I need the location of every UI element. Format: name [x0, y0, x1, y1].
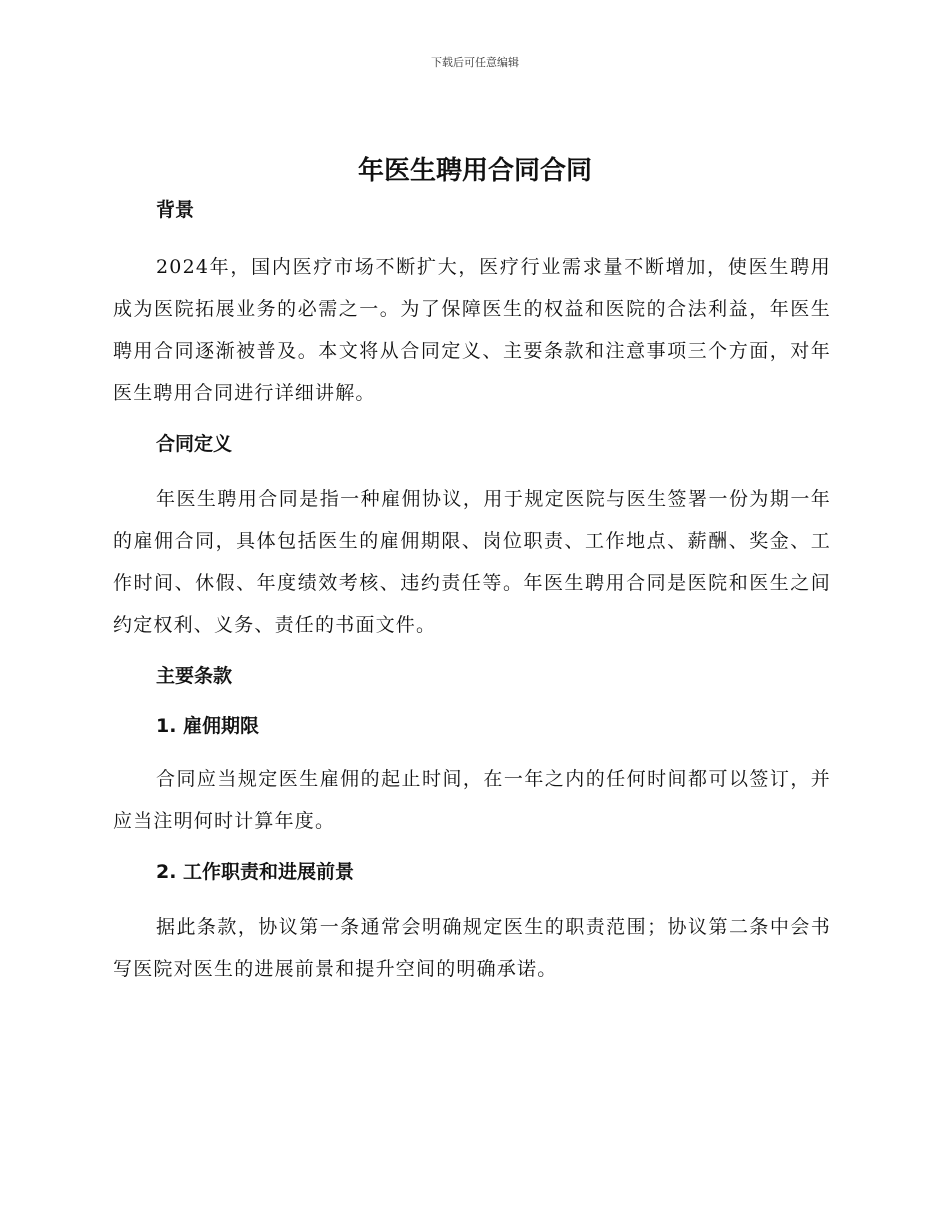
document-body [113, 196, 831, 990]
heading-background: 背景 [156, 199, 195, 221]
heading-main-terms: 主要条款 [156, 665, 233, 687]
header-note: 下载后可任意编辑 [431, 56, 519, 69]
paragraph-term-employment-period: 合同应当规定医生雇佣的起止时间，在一年之内的任何时间都可以签订，并应当注明何时计算年度。 [113, 768, 831, 832]
heading-term-duties-prospects: 2. 工作职责和进展前景 [156, 861, 355, 883]
document-title: 年医生聘用合同合同 [357, 156, 592, 186]
heading-term-employment-period: 1. 雇佣期限 [156, 715, 260, 737]
heading-definition: 合同定义 [156, 433, 233, 455]
paragraph-definition: 年医生聘用合同是指一种雇佣协议，用于规定医院与医生签署一份为期一年的雇佣合同，具体包括医生的雇佣期限、岗位职责、工作地点、薪酬、奖金、工作时间、休假、年度绩效考核、违约责任等。年医生聘用合同是医院和医生之间约定权利、义务、责任的书面文件。 [113, 488, 831, 636]
paragraph-background: 2024年，国内医疗市场不断扩大，医疗行业需求量不断增加，使医生聘用成为医院拓展业务的必需之一。为了保障医生的权益和医院的合法利益，年医生聘用合同逐渐被普及。本文将从合同定义、主要条款和注意事项三个方面，对年医生聘用合同进行详细讲解。 [113, 256, 831, 404]
paragraph-term-duties-prospects: 据此条款，协议第一条通常会明确规定医生的职责范围；协议第二条中会书写医院对医生的进展前景和提升空间的明确承诺。 [113, 916, 831, 980]
